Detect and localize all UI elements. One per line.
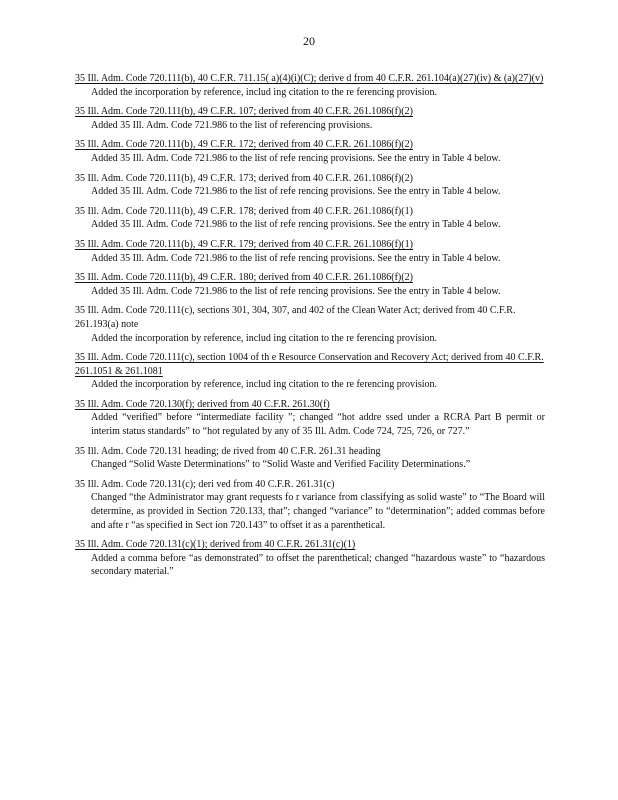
entry (75, 538, 545, 579)
entry-heading: 35 Ill. Adm. Code 720.130(f); derived from 40 C.F.R. 261.30(f) (75, 398, 330, 410)
entry-heading: 35 Ill. Adm. Code 720.131(c); deri ved from 40 C.F.R. 261.31(c) (75, 478, 335, 490)
entry-description: Added “verified” before “intermediate facility ”; changed “hot addre ssed under a RCRA Part B permit or interim status standards” to “hot regulated by any of 35 Ill. Adm. Code 724, 725, 726, or 727.” (91, 412, 545, 438)
entry-heading: 35 Ill. Adm. Code 720.111(b), 49 C.F.R. 179; derived from 40 C.F.R. 261.1086(f)(1) (75, 238, 413, 250)
entry-heading: 35 Ill. Adm. Code 720.111(b), 40 C.F.R. 711.15( a)(4)(i)(C); derive d from 40 C.F.R. 261.104(a)(27)(iv) & (a)(27)(v) (75, 73, 544, 84)
entry-heading: 35 Ill. Adm. Code 720.111(b), 49 C.F.R. 180; derived from 40 C.F.R. 261.1086(f)(2) (75, 272, 413, 284)
entry (75, 271, 545, 298)
entry-list (75, 72, 545, 585)
entry-description: Added 35 Ill. Adm. Code 721.986 to the list of refe rencing provisions. See the entry in Table 4 below. (91, 186, 501, 198)
entry-heading: 35 Ill. Adm. Code 720.111(c), section 1004 of th e Resource Conservation and Recovery Act; derived from 40 C.F.R. 261.1051 & 261.1081 (75, 352, 544, 377)
entry (75, 478, 545, 532)
entry-description: Changed “the Administrator may grant requests fo r variance from classifying as solid waste” to “The Board will determine, as provided in Section 720.133, that”; changed “variance” to “determination”; added commas before and afte r “as specified in Sect ion 720.143” to offset it as a parenthetical. (91, 492, 545, 531)
entry-heading: 35 Ill. Adm. Code 720.111(b), 49 C.F.R. 178; derived from 40 C.F.R. 261.1086(f)(1) (75, 205, 413, 217)
entry-heading: 35 Ill. Adm. Code 720.111(b), 49 C.F.R. 107; derived from 40 C.F.R. 261.1086(f)(2) (75, 106, 413, 118)
entry (75, 172, 545, 199)
entry (75, 138, 545, 165)
entry (75, 398, 545, 439)
entry-description: Added 35 Ill. Adm. Code 721.986 to the list of referencing provisions. (91, 119, 373, 131)
entry (75, 304, 545, 345)
entry (75, 205, 545, 232)
entry-description: Added the incorporation by reference, includ ing citation to the re ferencing provision. (91, 379, 437, 391)
entry-heading: 35 Ill. Adm. Code 720.131(c)(1); derived from 40 C.F.R. 261.31(c)(1) (75, 539, 356, 551)
entry (75, 445, 545, 472)
entry-heading: 35 Ill. Adm. Code 720.111(b), 49 C.F.R. 173; derived from 40 C.F.R. 261.1086(f)(2) (75, 172, 413, 184)
entry-description: Added 35 Ill. Adm. Code 721.986 to the list of refe rencing provisions. See the entry in Table 4 below. (91, 285, 501, 297)
entry-description: Added 35 Ill. Adm. Code 721.986 to the list of refe rencing provisions. See the entry in Table 4 below. (91, 252, 501, 264)
page-number: 20 (303, 34, 315, 48)
entry-heading: 35 Ill. Adm. Code 720.131 heading; de rived from 40 C.F.R. 261.31 heading (75, 445, 381, 457)
entry-description: Added a comma before “as demonstrated” to offset the parenthetical; changed “hazardous waste” to “hazardous secondary material.” (91, 552, 545, 578)
entry (75, 72, 545, 99)
entry-description: Added the incorporation by reference, includ ing citation to the re ferencing provision. (91, 332, 437, 344)
entry (75, 105, 545, 132)
entry-description: Added 35 Ill. Adm. Code 721.986 to the list of refe rencing provisions. See the entry in Table 4 below. (91, 152, 501, 164)
entry-description: Changed “Solid Waste Determinations” to “Solid Waste and Verified Facility Determinations.” (91, 459, 471, 471)
entry-description: Added 35 Ill. Adm. Code 721.986 to the list of refe rencing provisions. See the entry in Table 4 below. (91, 219, 501, 231)
entry-heading: 35 Ill. Adm. Code 720.111(b), 49 C.F.R. 172; derived from 40 C.F.R. 261.1086(f)(2) (75, 139, 413, 151)
entry (75, 351, 545, 392)
entry-description: Added the incorporation by reference, includ ing citation to the re ferencing provision. (91, 86, 437, 98)
entry (75, 238, 545, 265)
entry-heading: 35 Ill. Adm. Code 720.111(c), sections 301, 304, 307, and 402 of the Clean Water Act; derived from 40 C.F.R. 261.193(a) note (75, 305, 516, 330)
